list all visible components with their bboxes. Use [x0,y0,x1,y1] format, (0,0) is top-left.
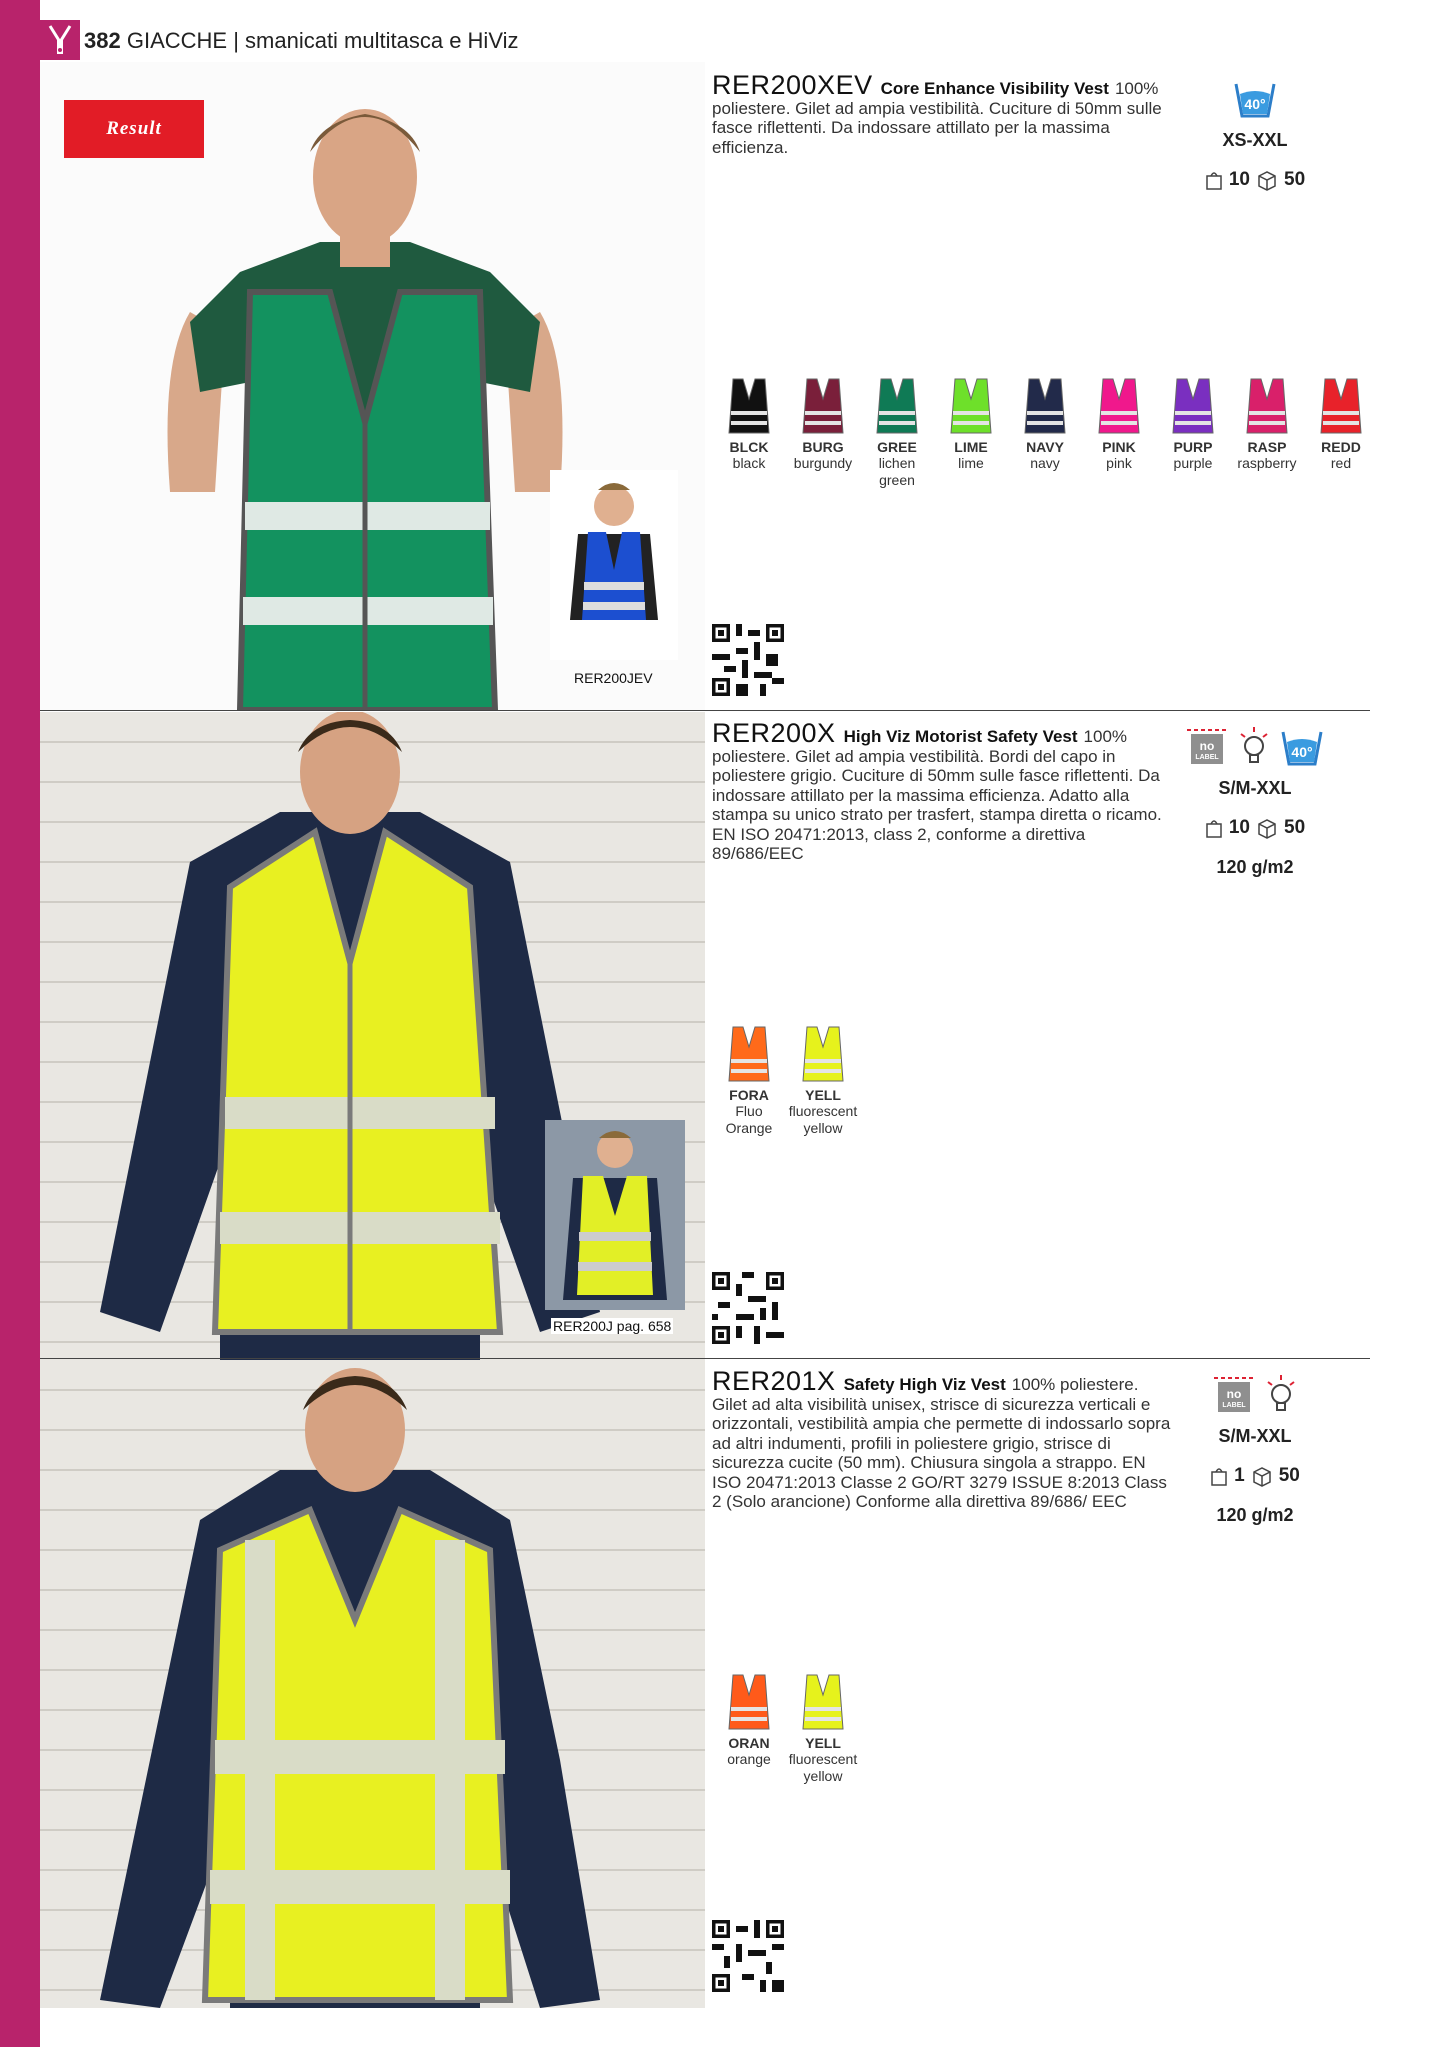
product-title-block [712,718,1172,864]
color-code: PURP [1173,439,1213,455]
pack-large: 50 [1278,1465,1300,1486]
product-title-block [712,1366,1172,1512]
no-label-icon [1185,724,1229,770]
box-icon [1251,1465,1273,1487]
bag-icon [1205,818,1223,838]
product-description: 100% poliestere. Gilet ad alta visibilità unisex, strisce di sicurezza verticali e orizzontali, vestibilità ampia che permette di indossarlo sopra ad altri indumenti, profili in poliestere grigio, strisce di sicurezza cucite (50 mm). Chiusura singola a strappo. EN ISO 20471:2013 Classe 2 GO/RT 3279 ISSUE 8:2013 Class 2 (Solo arancione) Conforme alla direttiva 89/686/ EEC [712,1375,1171,1511]
color-code: REDD [1321,439,1361,455]
reflective-bulb-icon [1264,1372,1298,1418]
vest-swatch-icon [727,375,771,437]
product-name: Core Enhance Visibility Vest [880,79,1109,98]
section-title: GIACCHE | smanicati multitasca e HiViz [126,28,519,53]
result-brand-logo: Result [64,100,204,158]
box-icon [1256,169,1278,191]
pack-quantities [1175,169,1335,191]
color-name: raspberry [1237,455,1297,471]
svg-text:40°: 40° [1244,96,1266,112]
color-code: YELL [805,1735,841,1751]
color-name: fluorescent yellow [788,1103,858,1136]
svg-text:no: no [1226,1387,1242,1401]
color-swatch[interactable] [712,1671,786,1785]
svg-text:LABEL: LABEL [1222,1402,1246,1409]
svg-text:40°: 40° [1291,744,1313,760]
fabric-weight: 120 g/m2 [1216,1505,1294,1525]
vest-swatch-icon [1245,375,1289,437]
product-name: Safety High Viz Vest [843,1375,1006,1394]
pack-quantities [1175,817,1335,839]
product-code: RER201X [712,1366,836,1396]
color-swatch[interactable] [786,1671,860,1785]
color-swatch[interactable] [712,375,786,489]
color-code: LIME [954,439,988,455]
pack-large: 50 [1284,817,1306,838]
product-photo [40,1360,705,2008]
qr-code [712,624,784,696]
color-swatch[interactable] [786,375,860,489]
color-swatch[interactable] [1008,375,1082,489]
vest-swatch-icon [1171,375,1215,437]
bag-icon [1210,1466,1228,1486]
product-info [1175,1372,1335,1526]
product-code: RER200XEV [712,70,873,100]
color-name: lime [958,455,984,471]
bag-icon [1205,170,1223,190]
sizes: XS-XXL [1222,130,1288,150]
box-icon [1256,817,1278,839]
product-title-block [712,70,1172,157]
qr-code [712,1272,784,1344]
sizes: S/M-XXL [1218,778,1292,798]
color-code: GREE [877,439,917,455]
color-code: NAVY [1026,439,1064,455]
magenta-spine [0,0,40,2047]
no-label-icon [1212,1372,1256,1418]
color-name: navy [1030,455,1060,471]
color-swatch[interactable] [934,375,1008,489]
color-code: BURG [802,439,844,455]
vest-swatch-icon [1097,375,1141,437]
vest-swatch-icon [727,1023,771,1085]
color-code: ORAN [728,1735,770,1751]
vest-swatch-icon [1023,375,1067,437]
color-swatches [712,375,1378,489]
care-icons [1175,76,1335,124]
kid-photo [550,470,678,660]
color-code: FORA [729,1087,769,1103]
care-icons [1175,724,1335,772]
zipper-logo-icon [40,20,80,60]
wash-40-icon [1279,724,1325,770]
color-name: pink [1106,455,1132,471]
svg-text:no: no [1199,739,1215,753]
page-header [84,28,518,54]
color-name: red [1330,455,1352,471]
color-name: purple [1173,455,1213,471]
page-number: 382 [84,28,121,53]
product-description: 100% poliestere. Gilet ad ampia vestibilità. Cuciture di 50mm sulle fasce riflettenti. Da indossare attillato per la massima efficienza. [712,79,1162,157]
product-description: 100% poliestere. Gilet ad ampia vestibilità. Bordi del capo in poliestere grigio. Cuciture di 50mm sulle fasce riflettenti. Da indossare attillato per la massima efficienza. Adatto alla stampa su unico strato per trasfert, stampa diretta o ricamo. EN ISO 20471:2013, class 2, conforme a direttiva 89/686/EEC [712,727,1162,863]
vest-swatch-icon [727,1671,771,1733]
fabric-weight: 120 g/m2 [1216,857,1294,877]
kid-photo [545,1120,685,1310]
pack-large: 50 [1284,169,1306,190]
vest-swatch-icon [801,1023,845,1085]
vest-swatch-icon [801,1671,845,1733]
vest-swatch-icon [801,375,845,437]
color-code: YELL [805,1087,841,1103]
sizes: S/M-XXL [1218,1426,1292,1446]
color-swatches [712,1671,860,1785]
color-swatch[interactable] [786,1023,860,1137]
color-swatches [712,1023,860,1137]
color-name: fluorescent yellow [788,1751,858,1784]
qr-code [712,1920,784,1992]
color-swatch[interactable] [712,1023,786,1137]
color-swatch[interactable] [1230,375,1304,489]
svg-text:LABEL: LABEL [1195,754,1219,761]
color-swatch[interactable] [1082,375,1156,489]
section-divider [40,1358,1370,1359]
wash-40-icon [1232,76,1278,122]
vest-swatch-icon [875,375,919,437]
pack-small: 1 [1234,1465,1245,1486]
color-swatch[interactable] [1156,375,1230,489]
pack-quantities [1175,1465,1335,1487]
section-divider [40,710,1370,711]
kid-caption: RER200JEV [574,670,653,686]
pack-small: 10 [1228,817,1250,838]
color-swatch[interactable] [1304,375,1378,489]
color-name: orange [727,1751,771,1767]
kid-caption: RER200J pag. 658 [553,1318,672,1334]
color-code: RASP [1247,439,1287,455]
product-info [1175,76,1335,191]
color-name: lichen green [878,455,916,488]
color-name: burgundy [793,455,853,471]
color-name: black [732,455,766,471]
vest-swatch-icon [1319,375,1363,437]
pack-small: 10 [1228,169,1250,190]
reflective-bulb-icon [1237,724,1271,770]
color-code: PINK [1102,439,1136,455]
product-info [1175,724,1335,878]
product-code: RER200X [712,718,836,748]
color-swatch[interactable] [860,375,934,489]
vest-swatch-icon [949,375,993,437]
product-name: High Viz Motorist Safety Vest [843,727,1078,746]
care-icons [1175,1372,1335,1420]
color-name: Fluo Orange [725,1103,773,1136]
color-code: BLCK [729,439,769,455]
